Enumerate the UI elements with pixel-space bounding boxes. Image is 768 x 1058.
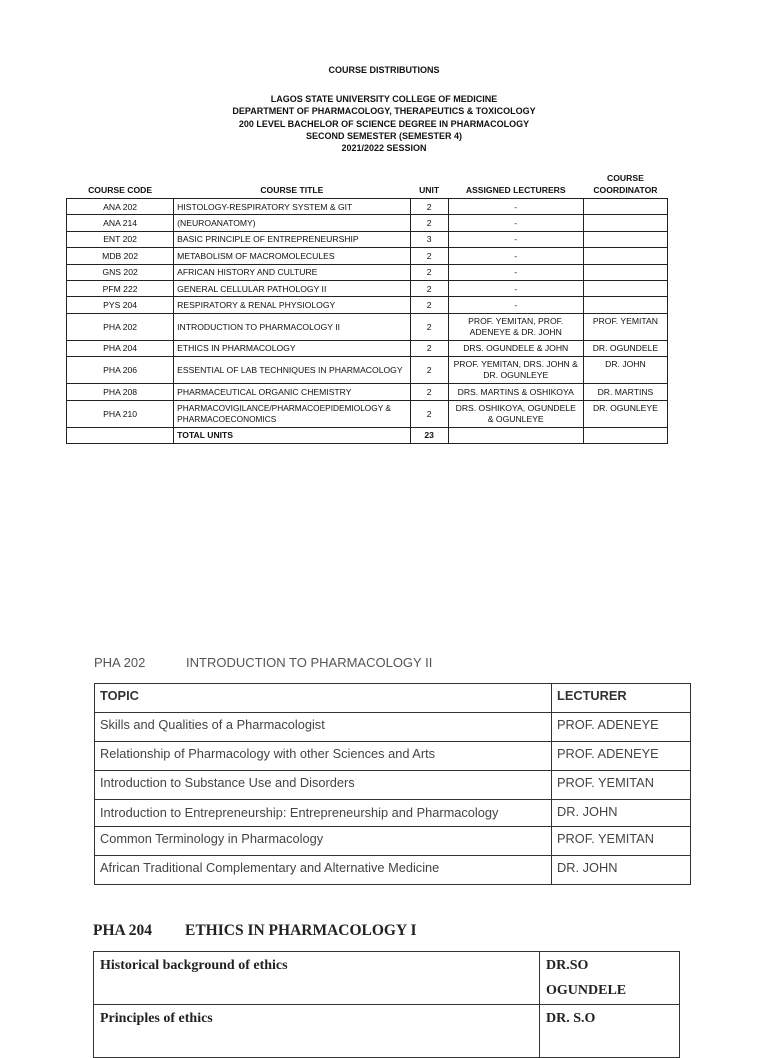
total-units-label: TOTAL UNITS [174,427,410,443]
pha202-topics-table [94,683,691,885]
table-row: African Traditional Complementary and Alternative Medicine DR. JOHN [95,856,691,885]
table-row: PHA 210 PHARMACOVIGILANCE/PHARMACOEPIDEMIOLOGY & PHARMACOECONOMICS 2 DRS. OSHIKOYA, OGUNDELE & OGUNLEYE DR. OGUNLEYE [67,400,668,427]
document-header [0,64,768,154]
document-title: COURSE DISTRIBUTIONS [328,65,440,75]
pha204-topics-table [93,951,680,1058]
pha202-heading [94,655,432,670]
pha202-code: PHA 202 [94,655,146,670]
table-row: Introduction to Substance Use and Disorders PROF. YEMITAN [95,771,691,800]
lecturer-header: LECTURER [552,684,691,713]
total-units-value: 23 [410,427,448,443]
session-line: 2021/2022 SESSION [341,143,427,154]
col-assigned-lecturers: ASSIGNED LECTURERS [465,185,566,195]
table-header-row [67,172,668,199]
table-row: PYS 204 RESPIRATORY & RENAL PHYSIOLOGY 2 - [67,297,668,313]
table-row: PHA 204 ETHICS IN PHARMACOLOGY 2 DRS. OGUNDELE & JOHN DR. OGUNDELE [67,340,668,356]
table-row: ANA 202 HISTOLOGY-RESPIRATORY SYSTEM & GIT 2 - [67,199,668,215]
table-row: PHA 202 INTRODUCTION TO PHARMACOLOGY II 2 PROF. YEMITAN, PROF. ADENEYE & DR. JOHN PROF. YEMITAN [67,313,668,340]
table-row: Principles of ethics DR. S.O [94,1005,680,1058]
topic-header: TOPIC [95,684,552,713]
department-line: DEPARTMENT OF PHARMACOLOGY, THERAPEUTICS & TOXICOLOGY [232,106,536,117]
table-row: PHA 206 ESSENTIAL OF LAB TECHNIQUES IN PHARMACOLOGY 2 PROF. YEMITAN, DRS. JOHN & DR. OGUNLEYE DR. JOHN [67,357,668,384]
table-row: Historical background of ethics DR.SO OGUNDELE [94,952,680,1005]
semester-line: SECOND SEMESTER (SEMESTER 4) [305,130,463,141]
table-row: Relationship of Pharmacology with other Sciences and Arts PROF. ADENEYE [95,742,691,771]
total-row [67,427,668,443]
col-course-coordinator: COURSE COORDINATOR [593,173,658,195]
table-row: PHA 208 PHARMACEUTICAL ORGANIC CHEMISTRY 2 DRS. MARTINS & OSHIKOYA DR. MARTINS [67,384,668,400]
program-line: 200 LEVEL BACHELOR OF SCIENCE DEGREE IN PHARMACOLOGY [238,118,530,129]
pha202-title: INTRODUCTION TO PHARMACOLOGY II [186,655,433,670]
table-row: ANA 214 (NEUROANATOMY) 2 - [67,215,668,231]
table-row: PFM 222 GENERAL CELLULAR PATHOLOGY II 2 - [67,280,668,296]
course-distribution-table [66,172,668,444]
pha204-heading [93,922,417,940]
table-row: Skills and Qualities of a Pharmacologist PROF. ADENEYE [95,713,691,742]
col-course-code: COURSE CODE [88,185,153,195]
pha204-title: ETHICS IN PHARMACOLOGY I [185,922,417,939]
col-course-title: COURSE TITLE [260,185,324,195]
table-row: MDB 202 METABOLISM OF MACROMOLECULES 2 - [67,248,668,264]
pha204-code: PHA 204 [93,922,152,939]
table-row: Introduction to Entrepreneurship: Entrepreneurship and Pharmacology DR. JOHN [95,800,691,827]
table-row: GNS 202 AFRICAN HISTORY AND CULTURE 2 - [67,264,668,280]
pha202-header-row [95,684,691,713]
institution-line: LAGOS STATE UNIVERSITY COLLEGE OF MEDICINE [270,94,498,105]
table-row: ENT 202 BASIC PRINCIPLE OF ENTREPRENEURSHIP 3 - [67,231,668,247]
col-unit: UNIT [419,185,440,195]
table-row: Common Terminology in Pharmacology PROF. YEMITAN [95,827,691,856]
